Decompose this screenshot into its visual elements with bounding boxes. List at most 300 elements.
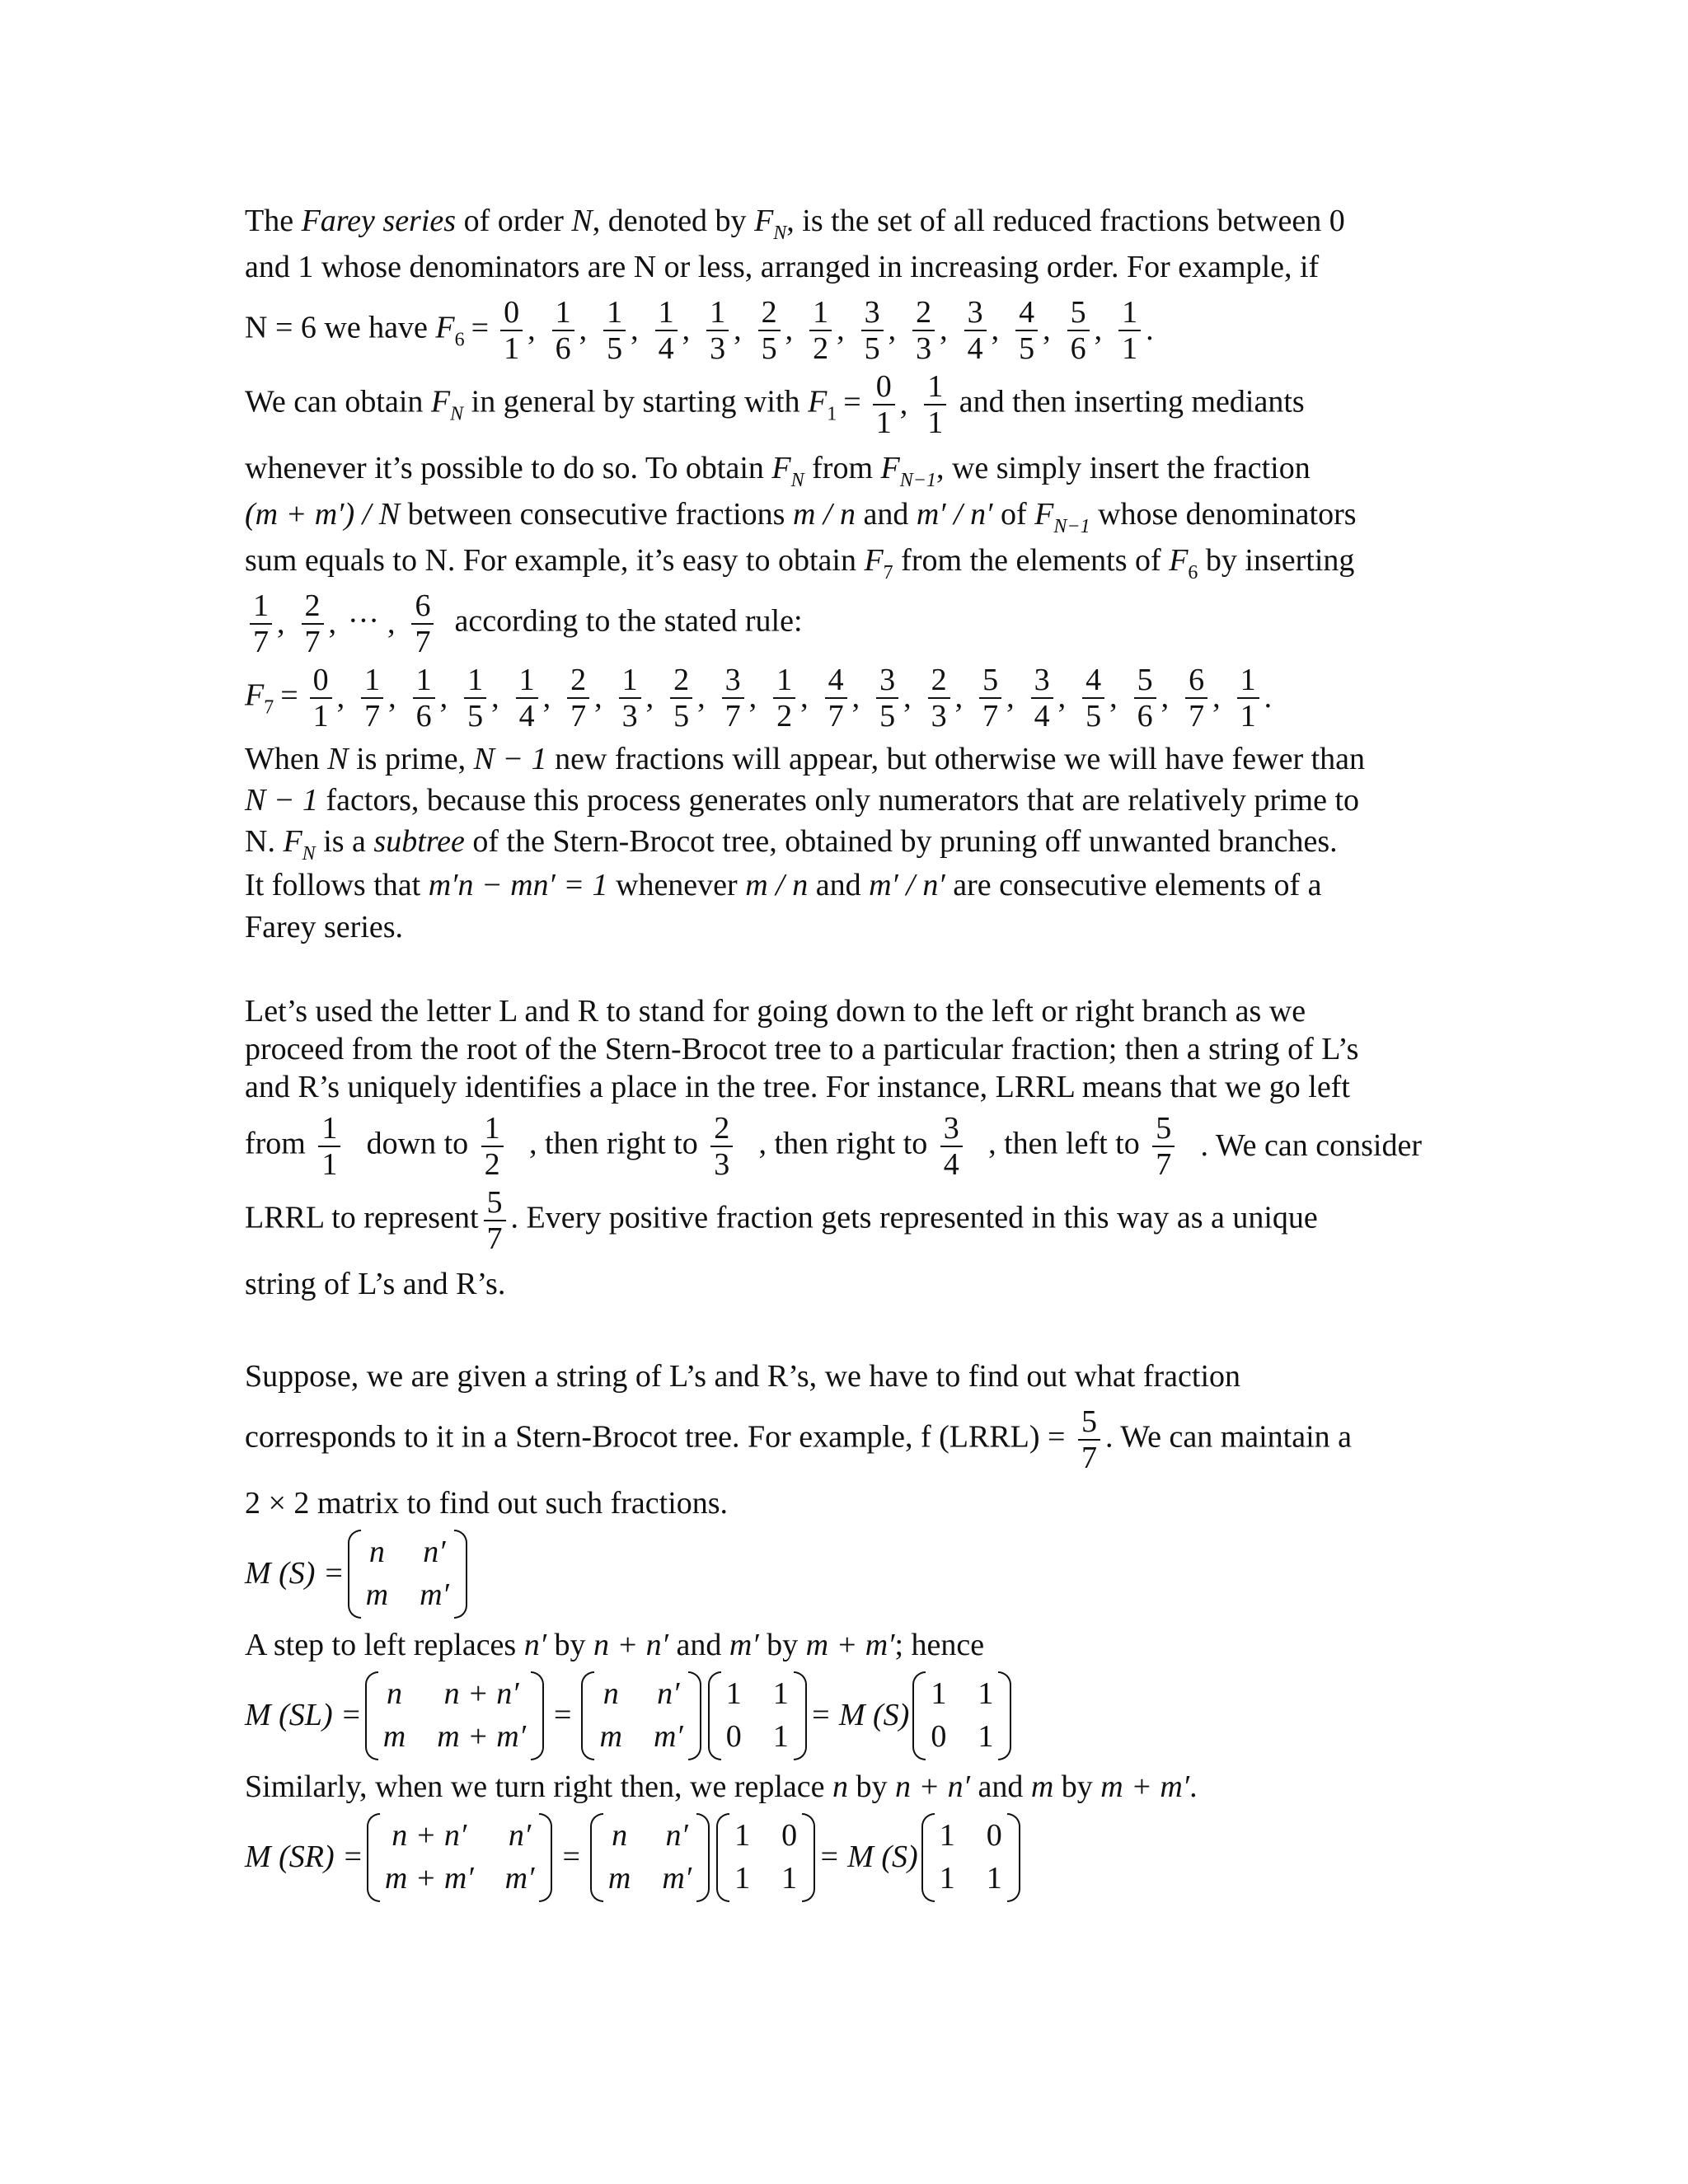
variable-F: F [283, 824, 302, 859]
denominator: 7 [253, 625, 269, 659]
fraction [710, 1113, 733, 1180]
text: by [758, 1628, 806, 1662]
numerator: 3 [722, 664, 744, 699]
numerator: 1 [773, 664, 795, 699]
variable-F: F [1034, 497, 1054, 532]
paragraph-gap [245, 1307, 1422, 1353]
right-paren [802, 1813, 815, 1902]
fraction [876, 664, 898, 732]
right-paren [998, 1671, 1011, 1760]
text-line [245, 491, 1422, 537]
matrix-grid [594, 1675, 687, 1755]
denominator: 3 [931, 699, 947, 733]
matrix-entry: 0 [986, 1818, 1002, 1854]
matrix-grid [935, 1817, 1007, 1897]
fraction [552, 297, 574, 364]
numerator: 1 [1237, 664, 1259, 699]
numerator: 5 [484, 1187, 506, 1221]
equation-M-of-SR [245, 1813, 1422, 1902]
numerator: 1 [603, 297, 626, 331]
math-N-minus-1: N − 1 [245, 783, 318, 818]
fraction [1118, 297, 1141, 364]
comma: , [1094, 312, 1103, 348]
fraction [655, 297, 678, 364]
numerator: 5 [1078, 1406, 1100, 1441]
math-m-over-n: m / n [745, 868, 809, 902]
fraction-list-F6 [495, 295, 1165, 366]
matrix-entry: 1 [931, 1676, 947, 1712]
numerator: 1 [361, 664, 383, 699]
comma: , [1043, 312, 1051, 348]
denominator: 3 [916, 331, 932, 366]
right-paren [539, 1813, 552, 1902]
text: we have [316, 310, 436, 345]
matrix-entry: 1 [734, 1818, 751, 1854]
denominator: 6 [555, 331, 571, 366]
fraction [964, 297, 987, 364]
text-line [245, 738, 1422, 780]
text: from the elements of [893, 543, 1170, 578]
numerator: 1 [809, 297, 832, 331]
text: , then right to [528, 1126, 706, 1161]
text: in general by starting with [463, 384, 809, 419]
comma: , [1006, 680, 1015, 715]
comma: , [1109, 680, 1118, 715]
text: , denoted by [592, 204, 755, 238]
fraction [928, 664, 950, 732]
fraction [481, 1113, 504, 1180]
text: by [847, 1769, 895, 1804]
matrix-entry: m + m′ [384, 1861, 474, 1896]
numerator: 2 [758, 297, 781, 331]
comma: , [528, 312, 536, 348]
matrix [365, 1671, 544, 1760]
matrix-entry: n [603, 1676, 619, 1712]
text: whenever it’s possible to do so. To obtain [245, 451, 772, 485]
fraction [979, 664, 1001, 732]
numerator: 4 [1082, 664, 1104, 699]
numerator: 6 [1185, 664, 1207, 699]
variable-F: F [245, 677, 265, 713]
text: of the Stern-Brocot tree, obtained by pruning off unwanted branches. [464, 824, 1338, 859]
matrix-entry: m + m′ [437, 1719, 527, 1754]
variable-F: F [808, 384, 828, 419]
math-label: = M (S) [818, 1840, 918, 1875]
subscript-N-minus-1: N−1 [899, 470, 936, 491]
fraction [1152, 1113, 1175, 1180]
fraction [567, 664, 589, 732]
comma: , [387, 606, 396, 641]
left-paren [581, 1671, 594, 1760]
comma: , [491, 680, 499, 715]
comma: , [336, 680, 345, 715]
paragraph-LR-strings [245, 992, 1422, 1307]
comma: , [439, 680, 448, 715]
text-line: and R’s uniquely identifies a place in the tree. For instance, LRRL means that we go left [245, 1070, 1350, 1104]
math-N-minus-1: N − 1 [473, 742, 547, 776]
text: . [1189, 1769, 1198, 1804]
denominator: 5 [467, 699, 484, 733]
denominator: 1 [504, 331, 520, 366]
denominator: 5 [673, 699, 690, 733]
text-line [245, 1406, 1422, 1474]
matrix-entry: 1 [772, 1719, 789, 1754]
matrix-entry: n [612, 1818, 628, 1854]
matrix-entry: n + n′ [392, 1818, 467, 1854]
fraction [484, 1187, 506, 1254]
denominator: 1 [1122, 331, 1138, 366]
denominator: 1 [1240, 699, 1256, 733]
math-n-prime: n′ [523, 1628, 547, 1662]
matrix-grid [380, 1817, 540, 1897]
matrix-grid [603, 1817, 696, 1897]
denominator: 7 [364, 699, 381, 733]
matrix-entry: 1 [772, 1676, 789, 1712]
matrix-entry: n + n′ [443, 1676, 519, 1712]
period: . [1264, 680, 1273, 715]
math-m-prime: m′ [729, 1628, 759, 1662]
denominator: 7 [1156, 1147, 1172, 1182]
text: We can obtain [245, 384, 431, 419]
period: . [1146, 312, 1154, 348]
matrix-entry: m′ [504, 1861, 535, 1896]
text-line [245, 1113, 1422, 1180]
matrix-R [716, 1813, 815, 1902]
denominator: 6 [1137, 699, 1153, 733]
denominator: 5 [879, 699, 896, 733]
numerator: 4 [1015, 297, 1038, 331]
math-m-plus-m-prime: m + m′ [1100, 1769, 1190, 1804]
fraction [1078, 1406, 1100, 1474]
variable-F: F [754, 204, 774, 238]
text-line [245, 445, 1422, 491]
matrix-entry: 1 [781, 1861, 798, 1896]
matrix-entry: m [382, 1719, 406, 1754]
text: Similarly, when we turn right then, we replace [245, 1769, 832, 1804]
text-group [988, 1113, 1179, 1180]
text: , we simply insert the fraction [935, 451, 1311, 485]
fraction [619, 664, 641, 732]
subscript-7: 7 [264, 696, 274, 719]
denominator: 7 [828, 699, 844, 733]
variable-F: F [430, 384, 451, 419]
matrix-entry: m′ [662, 1861, 692, 1896]
numerator: 0 [873, 371, 895, 405]
text: by inserting [1198, 543, 1355, 578]
math-n-plus-n-prime: n + n′ [593, 1628, 668, 1662]
comma: , [940, 312, 948, 348]
fraction [250, 590, 272, 658]
numerator: 1 [1118, 297, 1141, 331]
comma: , [785, 312, 794, 348]
math-mediant: (m + m′) / N [245, 497, 401, 532]
text: corresponds to it in a Stern-Brocot tree. For example, f (LRRL) = [245, 1419, 1073, 1455]
text: whenever [607, 868, 746, 902]
right-paren [794, 1671, 807, 1760]
math-label: = M (S) [809, 1698, 910, 1733]
text-line [245, 590, 1422, 658]
matrix-entry: n [368, 1535, 385, 1570]
text: according to the stated rule: [454, 603, 803, 639]
text: by [1053, 1769, 1101, 1804]
equals-sign: = [471, 310, 490, 345]
matrix-entry: 1 [734, 1861, 751, 1896]
fraction [940, 1113, 963, 1180]
text: When [245, 742, 328, 776]
matrix-entry: 0 [725, 1719, 742, 1754]
paragraph-properties [245, 738, 1422, 946]
comma: , [991, 312, 1000, 348]
text: LRRL to represent [245, 1200, 479, 1235]
text-line [245, 862, 1422, 908]
fraction [924, 371, 946, 438]
numerator: 5 [1067, 297, 1090, 331]
matrix-entry: 1 [939, 1818, 955, 1854]
left-paren [365, 1671, 378, 1760]
text-line: Farey series. [245, 910, 404, 944]
comma: , [594, 680, 603, 715]
denominator: 5 [1085, 699, 1102, 733]
numerator: 1 [318, 1113, 340, 1147]
comma: , [1212, 680, 1221, 715]
numerator: 1 [619, 664, 641, 699]
denominator: 1 [312, 699, 329, 733]
numerator: 2 [912, 297, 935, 331]
fraction [758, 297, 781, 364]
comma: , [682, 312, 691, 348]
matrix-entry: n′ [508, 1818, 532, 1854]
numerator: 0 [500, 297, 523, 331]
comma: , [645, 680, 654, 715]
text: down to [366, 1126, 476, 1161]
comma: , [837, 312, 845, 348]
fraction [500, 297, 523, 364]
text: . We can consider [1200, 1128, 1422, 1164]
text-group [367, 1113, 509, 1180]
denominator: 5 [864, 331, 880, 366]
fraction [670, 664, 692, 732]
text-line [245, 1187, 1422, 1254]
right-paren [688, 1671, 701, 1760]
fraction [873, 371, 895, 438]
fraction [825, 664, 847, 732]
text: . We can maintain a [1104, 1419, 1353, 1455]
variable-F: F [435, 310, 455, 345]
matrix-entry: m [599, 1719, 622, 1754]
numerator: 5 [1152, 1113, 1175, 1147]
numerator: 5 [1134, 664, 1156, 699]
text-line: string of L’s and R’s. [245, 1267, 506, 1301]
denominator: 7 [1081, 1441, 1097, 1475]
numerator: 1 [552, 297, 574, 331]
denominator: 7 [486, 1221, 503, 1256]
text-line [245, 821, 1422, 865]
numerator: 3 [1031, 664, 1053, 699]
text-line [245, 198, 1422, 244]
right-paren [1007, 1813, 1020, 1902]
numerator: 2 [567, 664, 589, 699]
numerator: 1 [413, 664, 435, 699]
matrix-grid [378, 1675, 531, 1755]
left-paren [716, 1813, 729, 1902]
text: and [969, 1769, 1031, 1804]
text: of order [456, 204, 572, 238]
subscript-6: 6 [454, 329, 465, 351]
comma: , [697, 680, 706, 715]
matrix-entry: m [607, 1861, 631, 1896]
denominator: 7 [1189, 699, 1205, 733]
fraction [1134, 664, 1156, 732]
fraction [302, 590, 324, 658]
text-line [245, 780, 1422, 821]
math-n-plus-n-prime: n + n′ [894, 1769, 970, 1804]
matrix-grid [361, 1534, 454, 1614]
text: The [245, 204, 302, 238]
paragraph-gap [245, 946, 1422, 992]
numerator: 1 [706, 297, 729, 331]
text-line [245, 371, 1422, 438]
subscript-N: N [790, 470, 804, 491]
subscript-N: N [302, 843, 316, 865]
subscript-7: 7 [883, 562, 893, 583]
numerator: 0 [310, 664, 332, 699]
denominator: 4 [967, 331, 983, 366]
comma: , [579, 312, 588, 348]
fraction [411, 590, 434, 658]
fraction [1031, 664, 1053, 732]
paragraph-farey-definition [245, 198, 1422, 364]
matrix-entry: 1 [939, 1861, 955, 1896]
fraction [722, 664, 744, 732]
fraction [413, 664, 435, 732]
left-paren [590, 1813, 603, 1902]
math-N-equals-6: N = 6 [245, 310, 316, 345]
variable-N: N [571, 204, 593, 238]
math-m-prime-over-n-prime: m′ / n′ [869, 868, 945, 902]
numerator: 3 [940, 1113, 963, 1147]
fraction [361, 664, 383, 732]
fraction [861, 297, 884, 364]
numerator: 3 [876, 664, 898, 699]
text: ; hence [894, 1628, 985, 1662]
denominator: 3 [621, 699, 638, 733]
equals-sign: = [843, 384, 861, 419]
numerator: 6 [411, 590, 434, 625]
denominator: 4 [658, 331, 674, 366]
comma: , [888, 312, 897, 348]
numerator: 2 [710, 1113, 733, 1147]
equals-sign: = [554, 1698, 572, 1733]
text: A step to left replaces [245, 1628, 524, 1662]
text: and then inserting mediants [951, 384, 1305, 419]
subscript-N: N [773, 223, 787, 244]
denominator: 7 [304, 625, 321, 659]
equals-sign: = [280, 677, 298, 713]
math-m-plus-m-prime: m + m′ [805, 1628, 895, 1662]
matrix-entry: 1 [978, 1719, 994, 1754]
fraction [1082, 664, 1104, 732]
text-line [245, 1622, 1422, 1668]
text-line: proceed from the root of the Stern-Brocot tree to a particular fraction; then a string of L’s [245, 1032, 1359, 1066]
fraction [706, 297, 729, 364]
matrix-entry: n′ [657, 1676, 680, 1712]
denominator: 2 [813, 331, 829, 366]
numerator: 4 [825, 664, 847, 699]
comma: , [542, 680, 551, 715]
fraction [516, 664, 538, 732]
comma: , [800, 680, 809, 715]
text-line [245, 1764, 1422, 1810]
numerator: 1 [655, 297, 678, 331]
math-label: M (S) = [245, 1556, 345, 1591]
right-paren [531, 1671, 544, 1760]
text-line [245, 1480, 1422, 1526]
text: sum equals to N. For example, it’s easy to obtain [245, 543, 865, 578]
text: and [668, 1628, 729, 1662]
equals-sign: = [562, 1840, 580, 1875]
matrix-entry: n′ [665, 1818, 688, 1854]
numerator: 1 [250, 590, 272, 625]
text: by [546, 1628, 594, 1662]
math-m-over-n: m / n [792, 497, 856, 532]
numerator: 2 [302, 590, 324, 625]
denominator: 7 [982, 699, 999, 733]
comma: , [748, 680, 757, 715]
matrix-grid [729, 1817, 802, 1897]
comma: , [277, 606, 285, 641]
text: are consecutive elements of a [945, 868, 1322, 902]
matrix [581, 1671, 701, 1760]
matrix-entry: 1 [978, 1676, 994, 1712]
text-line: and 1 whose denominators are N or less, arranged in increasing order. For example, if [245, 250, 1320, 284]
denominator: 7 [724, 699, 741, 733]
denominator: 5 [607, 331, 623, 366]
left-paren [348, 1530, 361, 1619]
fraction [912, 297, 935, 364]
equation-F7 [245, 664, 1422, 732]
variable-n: n [832, 1769, 848, 1804]
matrix-entry: n [386, 1676, 402, 1712]
denominator: 4 [518, 699, 535, 733]
numerator: 5 [979, 664, 1001, 699]
paragraph-matrix-method [245, 1353, 1422, 1902]
ellipsis: ··· [348, 603, 379, 639]
emphasis-farey-series: Farey series [301, 204, 457, 238]
matrix-R [921, 1813, 1020, 1902]
matrix [590, 1813, 710, 1902]
text-line [245, 537, 1422, 583]
denominator: 2 [484, 1147, 500, 1182]
numerator: 3 [861, 297, 884, 331]
denominator: 5 [1019, 331, 1035, 366]
denominator: 3 [714, 1147, 730, 1182]
variable-F: F [880, 451, 900, 485]
text-group [529, 1113, 738, 1180]
matrix-grid [721, 1675, 794, 1755]
subscript-1: 1 [827, 403, 837, 425]
text: between consecutive fractions [400, 497, 793, 532]
fraction [773, 664, 795, 732]
matrix-entry: 0 [931, 1719, 947, 1754]
denominator: 6 [415, 699, 432, 733]
numerator: 1 [464, 664, 486, 699]
text: of [992, 497, 1035, 532]
text: , then left to [988, 1126, 1148, 1161]
left-paren [367, 1813, 380, 1902]
matrix-entry: 1 [986, 1861, 1002, 1896]
matrix-L [708, 1671, 807, 1760]
fraction [310, 664, 332, 732]
